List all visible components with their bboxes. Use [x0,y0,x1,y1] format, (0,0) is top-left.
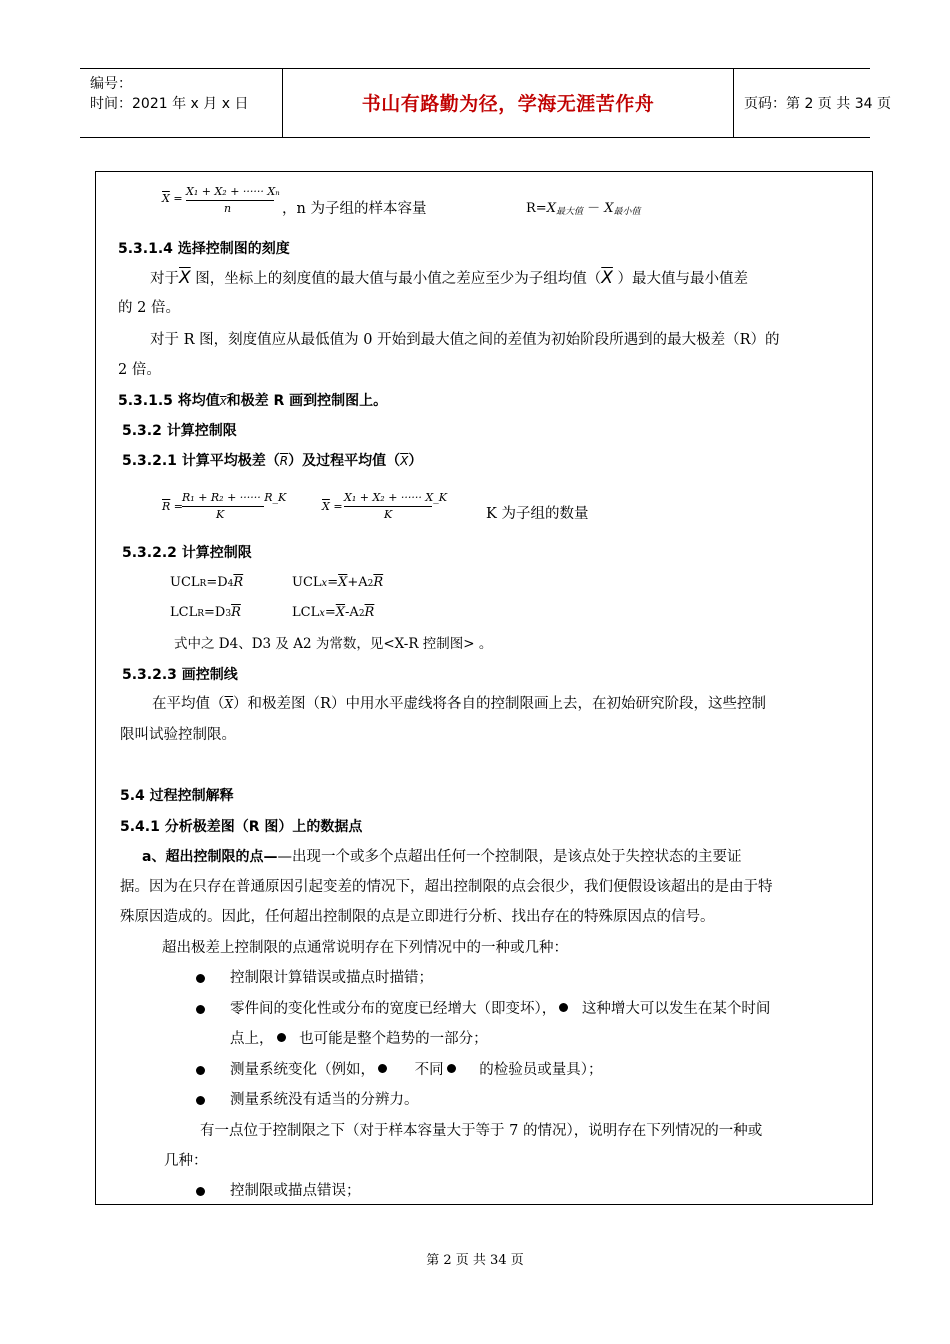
time-label: 时间：2021 年 x 月 x 日 [90,96,249,112]
rbar-formula-numerator: R₁ + R₂ + ······ R_K [182,491,287,504]
bullet-1 [196,974,205,983]
section-5-4-heading: 5.4 过程控制解释 [120,788,234,804]
ucl-x-formula: $UCLx=\overline{X}+A2\overline{R}$ [292,575,384,590]
motto-text: 书山有路勤为径，学海无涯苦作舟 [361,93,655,115]
lcl-x-formula: $LCLx=\overline{X}-A2\overline{R}$ [292,605,375,620]
header-meta-cell [80,69,282,137]
bullet-3 [196,1066,205,1075]
lcl-r-formula: $LCLR=D3\overline{R}$ [170,605,241,620]
xbar-formula-fraction-bar [186,200,274,201]
s5323-paragraph-line-2: 限叫试验控制限。 [120,727,236,743]
bullet-item-2-line-1: 零件间的变化性或分布的宽度已经增大（即变坏）， 这种增大可以发生在某个时间 [230,1001,771,1017]
bullet-item-2-line-2: 点上， 也可能是整个趋势的一部分； [230,1031,488,1047]
rbar-formula-fraction-bar [182,506,264,507]
bullet-item-5: 控制限或描点错误； [230,1183,361,1199]
section-5-3-2-3-heading: 5.3.2.3 画控制线 [122,667,238,683]
constants-note: 式中之 D4、D3 及 A2 为常数，见<X-R 控制图> 。 [174,636,493,652]
content-box [95,171,873,1205]
inline-bullet [277,1033,286,1042]
page-footer: 第 2 页 共 34 页 [426,1253,524,1268]
bullet-item-1: 控制限计算错误或描点时描错； [230,970,433,986]
rbar-formula-denominator: K [216,508,225,521]
rbar-formula-lhs: $\overline{R}$ = [162,500,184,513]
s5314-paragraph-2-line-1: 对于 R 图，刻度值应从最低值为 0 开始到最大值之间的差值为初始阶段所遇到的最大极差（R）的 [150,332,780,348]
xbar-formula-numerator: X₁ + X₂ + ······ Xₙ [186,185,280,198]
s541-a-line-3: 殊原因造成的。因此，任何超出控制限的点是立即进行分析、找出存在的特殊原因点的信号。 [120,909,715,925]
inline-bullet [447,1064,456,1073]
xdbar-formula-numerator: X₁ + X₂ + ······ X_K [344,491,447,504]
section-5-3-2-2-heading: 5.3.2.2 计算控制限 [122,545,252,561]
s541-b-line: 超出极差上控制限的点通常说明存在下列情况中的一种或几种： [162,940,568,956]
s5323-paragraph-line-1: 在平均值$(\overline{X})$和极差图（R）中用水平虚线将各自的控制限画上去，在初始研究阶段，这些控制 [152,696,766,712]
range-formula: $R=X_{最大值} - X_{最小值}$ [526,201,641,217]
header-page-cell [734,69,891,137]
xbar-formula-note: ，n 为子组的样本容量 [282,201,427,217]
ucl-r-formula: $UCLR=D4\overline{R}$ [170,575,244,590]
xdbar-formula-fraction-bar [344,506,432,507]
s5314-paragraph-1-line-1: 对于$\overline{X}$ 图，坐标上的刻度值的最大值与最小值之差应至少为子组均值（$\overline{X}$ ）最大值与最小值差 [150,268,749,288]
section-5-3-2-heading: 5.3.2 计算控制限 [122,423,237,439]
xdbar-formula-lhs: $\overline{X}$ = [322,500,343,513]
bullet-2 [196,1005,205,1014]
bullet-5 [196,1187,205,1196]
section-5-3-2-1-heading: 5.3.2.1 计算平均极差$(\overline{R})$及过程平均值$(\overline{X})$ [122,453,423,469]
bullet-item-4: 测量系统没有适当的分辨力。 [230,1092,419,1108]
xbar-formula-lhs: $\overline{X}$ = [162,192,183,205]
document-header [80,68,891,138]
xbar-formula-denominator: n [224,202,232,215]
s5314-paragraph-1-line-2: 的 2 倍。 [118,300,180,316]
s541-c-line-1: 有一点位于控制限之下（对于样本容量大于等于 7 的情况），说明存在下列情况的一种或 [200,1123,763,1139]
s541-a-line-2: 据。因为在只存在普通原因引起变差的情况下，超出控制限的点会很少，我们便假设该超出的是由于特 [120,879,773,895]
page-label: 页码：第 2 页 共 34 页 [744,96,891,112]
section-5-4-1-heading: 5.4.1 分析极差图（R 图）上的数据点 [120,819,363,835]
s541-a-line-1: a、超出控制限的点——出现一个或多个点超出任何一个控制限，是该点处于失控状态的主要证 [142,849,742,865]
header-motto-cell [282,69,734,137]
section-5-3-1-5-heading: 5.3.1.5 将均值$\overline{X}$和极差 R 画到控制图上。 [118,393,388,409]
inline-bullet [378,1064,387,1073]
s5314-paragraph-2-line-2: 2 倍。 [118,362,161,378]
xdbar-formula-denominator: K [384,508,393,521]
bullet-item-3: 测量系统变化（例如， 不同 的检验员或量具）； [230,1062,603,1078]
subgroup-count-note: K 为子组的数量 [486,506,589,522]
inline-bullet [559,1003,568,1012]
s541-c-line-2: 几种： [164,1153,208,1169]
bullet-4 [196,1096,205,1105]
section-5-3-1-4-heading: 5.3.1.4 选择控制图的刻度 [118,241,290,257]
number-label: 编号： [90,76,132,92]
